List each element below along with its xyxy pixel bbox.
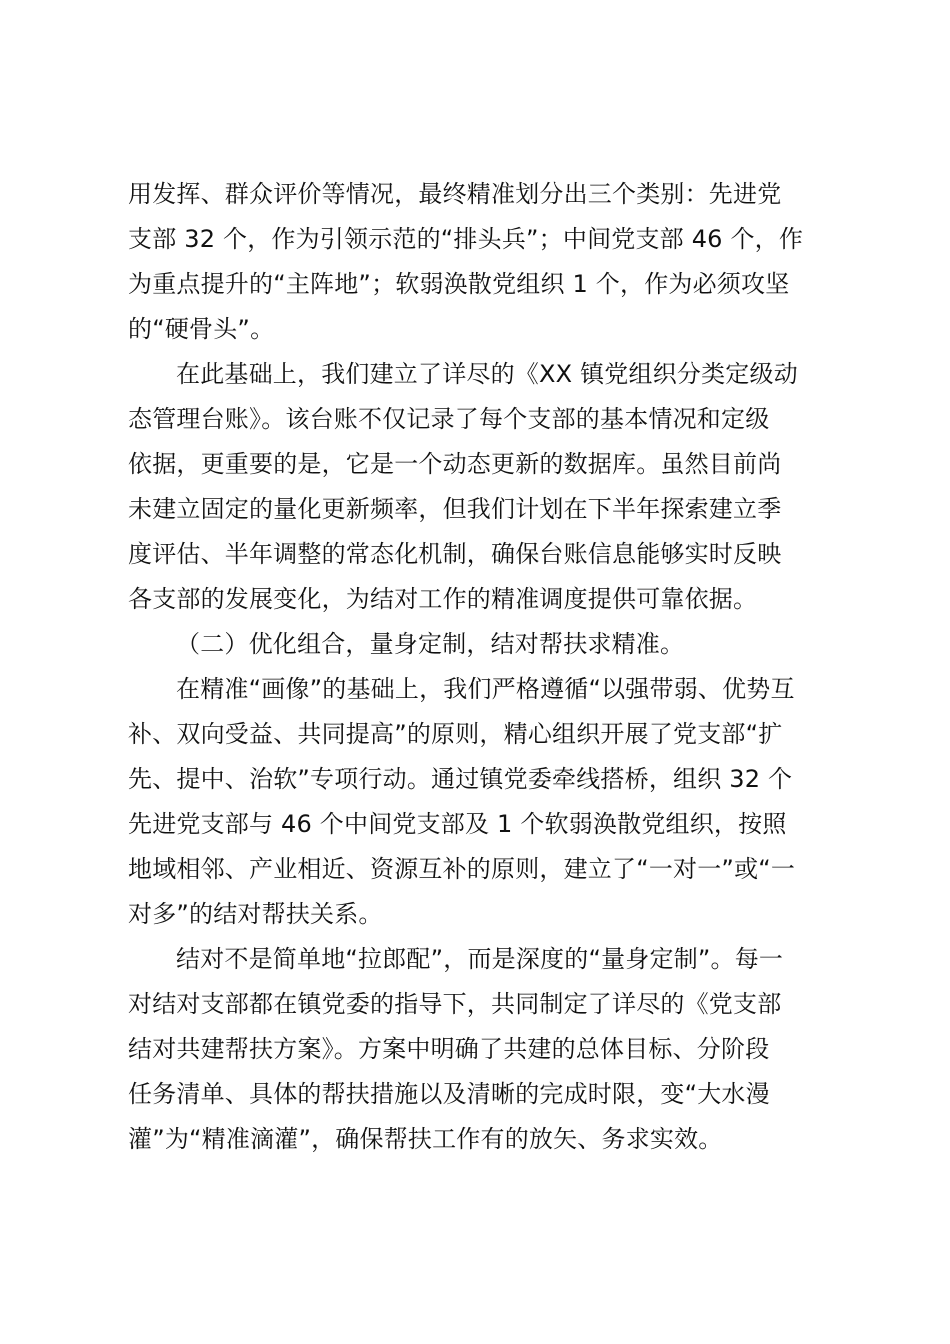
text-line: 度评估、半年调整的常态化机制，确保台账信息能够实时反映 [128,540,782,568]
text-line: 在精准“画像”的基础上，我们严格遵循“以强带弱、优势互 [176,675,795,703]
text-line: 在此基础上，我们建立了详尽的《XX 镇党组织分类定级动 [176,360,798,388]
text-line: 的“硬骨头”。 [128,315,275,343]
paragraph-management-ledger [128,352,838,622]
text-line: 依据，更重要的是，它是一个动态更新的数据库。虽然目前尚 [128,450,782,478]
text-line: 为重点提升的“主阵地”；软弱涣散党组织 1 个，作为必须攻坚 [128,270,790,298]
text-line: 灌”为“精准滴灌”，确保帮扶工作有的放矢、务求实效。 [128,1125,723,1153]
text-line: 对结对支部都在镇党委的指导下，共同制定了详尽的《党支部 [128,990,782,1018]
section-heading [128,622,838,667]
text-line: 支部 32 个，作为引领示范的“排头兵”；中间党支部 46 个，作 [128,225,804,253]
text-line: 先进党支部与 46 个中间党支部及 1 个软弱涣散党组织，按照 [128,810,787,838]
paragraph-pairing-action [128,667,838,937]
text-line: 任务清单、具体的帮扶措施以及清晰的完成时限，变“大水漫 [128,1080,770,1108]
text-line: 结对共建帮扶方案》。方案中明确了共建的总体目标、分阶段 [128,1035,770,1063]
document-body [128,172,838,1162]
text-line: 对多”的结对帮扶关系。 [128,900,383,928]
paragraph-classification-result [128,172,838,352]
text-line: 地域相邻、产业相近、资源互补的原则，建立了“一对一”或“一 [128,855,796,883]
text-line: 结对不是简单地“拉郎配”，而是深度的“量身定制”。每一 [176,945,784,973]
text-line: 未建立固定的量化更新频率，但我们计划在下半年探索建立季 [128,495,782,523]
text-line: 各支部的发展变化，为结对工作的精准调度提供可靠依据。 [128,585,758,613]
text-line: 用发挥、群众评价等情况，最终精准划分出三个类别：先进党 [128,180,782,208]
paragraph-customized-plan [128,937,838,1162]
text-line: 先、提中、治软”专项行动。通过镇党委牵线搭桥，组织 32 个 [128,765,793,793]
heading-text: （二）优化组合，量身定制，结对帮扶求精准。 [176,630,685,658]
text-line: 态管理台账》。该台账不仅记录了每个支部的基本情况和定级 [128,405,770,433]
text-line: 补、双向受益、共同提高”的原则，精心组织开展了党支部“扩 [128,720,783,748]
